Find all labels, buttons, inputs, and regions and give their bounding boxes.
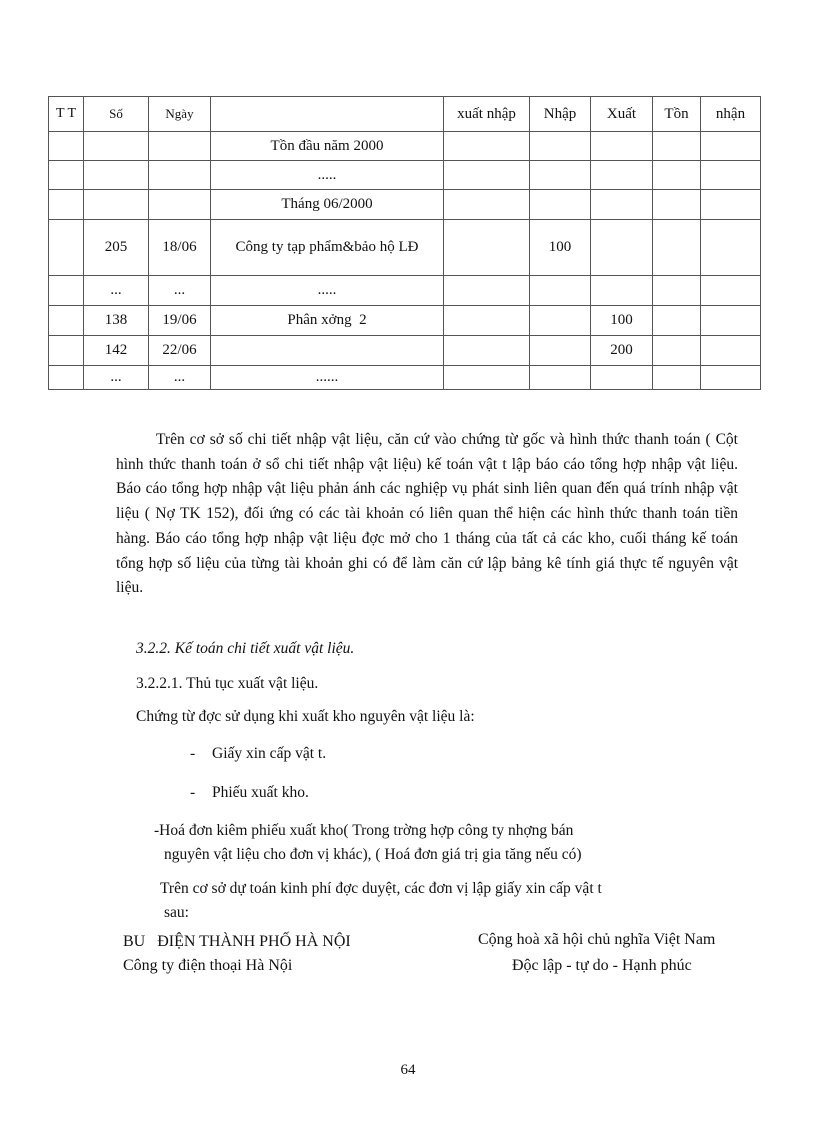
cell	[653, 161, 701, 190]
cell	[444, 220, 530, 276]
cell	[84, 190, 149, 220]
bullet-text: Hoá đơn kiêm phiếu xuất kho( Trong trờng hợp công ty nhợng bán	[159, 822, 574, 839]
cell: Công ty tạp phẩm&bảo hộ LĐ	[211, 220, 444, 276]
section-heading: 3.2.2. Kế toán chi tiết xuất vật liệu.	[136, 640, 355, 657]
dash-icon: -	[190, 784, 196, 801]
cell	[49, 336, 84, 366]
cell	[530, 190, 591, 220]
bullet-item	[154, 822, 573, 840]
table-row	[49, 276, 761, 306]
table-row	[49, 190, 761, 220]
cell	[530, 276, 591, 306]
cell: .....	[211, 276, 444, 306]
cell: .....	[211, 161, 444, 190]
cell: Tồn đầu năm 2000	[211, 132, 444, 161]
cell	[444, 306, 530, 336]
cell	[49, 306, 84, 336]
bullet-item	[190, 745, 326, 763]
cell: 18/06	[149, 220, 211, 276]
cell	[444, 276, 530, 306]
cell	[530, 366, 591, 390]
bullet-text: Giấy xin cấp vật t.	[212, 745, 327, 762]
cell: ...	[149, 366, 211, 390]
cell	[701, 306, 761, 336]
cell	[149, 132, 211, 161]
cell	[49, 276, 84, 306]
cell	[591, 366, 653, 390]
cell: ......	[211, 366, 444, 390]
body-line: Trên cơ sở dự toán kinh phí đợc duyệt, các đơn vị lập giấy xin cấp vật t	[160, 880, 602, 897]
table-row	[49, 306, 761, 336]
sub-heading: 3.2.2.1. Thủ tục xuất vật liệu.	[136, 675, 319, 692]
cell	[84, 161, 149, 190]
body-line: sau:	[164, 904, 189, 921]
col-header-ngay: Ngày	[149, 97, 211, 132]
cell	[49, 190, 84, 220]
col-header-nhap: Nhập	[530, 97, 591, 132]
table-row	[49, 336, 761, 366]
cell	[444, 336, 530, 366]
cell	[49, 366, 84, 390]
cell	[149, 190, 211, 220]
cell	[530, 336, 591, 366]
col-header-so: Số	[84, 97, 149, 132]
cell: Phân xởng 2	[211, 306, 444, 336]
cell: 100	[530, 220, 591, 276]
page-number: 64	[400, 1062, 416, 1078]
cell: 200	[591, 336, 653, 366]
cell	[591, 190, 653, 220]
cell	[653, 190, 701, 220]
cell	[701, 220, 761, 276]
cell	[701, 190, 761, 220]
col-header-xuat: Xuất	[591, 97, 653, 132]
cell: ...	[84, 366, 149, 390]
body-paragraph: Trên cơ sở số chi tiết nhập vật liệu, căn cứ vào chứng từ gốc và hình thức thanh toán ( Cột hình thức thanh toán ở sổ chi tiết nhập vật liệu) kế toán vật t lập báo cáo tổng hợp nhập vật liệu. Báo cáo tổng hợp nhập vật liệu phản ánh các nghiệp vụ phát sinh liên quan đến quá trính nhập vật liệu ( Nợ TK 152), đối ứng có các tài khoản có liên quan thể hiện các hình thức thanh toán tiền hàng. Báo cáo tổng hợp nhập vật liệu đợc mở cho 1 tháng của tất cả các kho, cuối tháng kế toán tổng hợp số liệu của từng tài khoản ghi có để làm căn cứ lập bảng kê tính giá thực tế nguyên vật liệu.	[116, 431, 738, 597]
cell	[49, 161, 84, 190]
cell: ...	[84, 276, 149, 306]
org-name: BU ĐIỆN THÀNH PHỐ HÀ NỘI	[123, 933, 351, 950]
cell	[211, 336, 444, 366]
bullet-item	[190, 784, 309, 802]
cell	[444, 190, 530, 220]
col-header-tt: T T	[49, 97, 84, 132]
cell	[653, 366, 701, 390]
cell	[149, 161, 211, 190]
col-header-xuat-nhap: xuất nhập	[444, 97, 530, 132]
dash-icon: -	[154, 822, 160, 839]
ledger-table	[48, 96, 761, 390]
cell: 100	[591, 306, 653, 336]
cell	[653, 132, 701, 161]
cell	[653, 276, 701, 306]
cell	[84, 132, 149, 161]
cell: 142	[84, 336, 149, 366]
docs-intro: Chứng từ đợc sử dụng khi xuất kho nguyên vật liệu là:	[136, 708, 475, 725]
bullet-text: Phiếu xuất kho.	[212, 784, 309, 801]
cell	[701, 366, 761, 390]
cell: 205	[84, 220, 149, 276]
table-row	[49, 366, 761, 390]
bullet-continuation: nguyên vật liệu cho đơn vị khác), ( Hoá đơn giá trị gia tăng nếu có)	[164, 846, 582, 863]
table-row	[49, 220, 761, 276]
cell	[591, 161, 653, 190]
cell	[49, 220, 84, 276]
cell	[591, 276, 653, 306]
national-motto: Độc lập - tự do - Hạnh phúc	[512, 957, 692, 974]
dash-icon: -	[190, 745, 196, 762]
cell	[530, 161, 591, 190]
cell	[653, 306, 701, 336]
cell: 22/06	[149, 336, 211, 366]
cell	[591, 220, 653, 276]
col-header-nhan: nhận	[701, 97, 761, 132]
cell: Tháng 06/2000	[211, 190, 444, 220]
table-header-row	[49, 97, 761, 132]
cell	[444, 161, 530, 190]
cell	[701, 132, 761, 161]
col-header-dien-giai	[211, 97, 444, 132]
org-subname: Công ty điện thoại Hà Nội	[123, 957, 293, 974]
cell	[49, 132, 84, 161]
cell	[653, 220, 701, 276]
cell	[444, 132, 530, 161]
cell: 19/06	[149, 306, 211, 336]
cell	[653, 336, 701, 366]
cell	[530, 306, 591, 336]
cell	[530, 132, 591, 161]
table-row	[49, 161, 761, 190]
cell	[701, 336, 761, 366]
cell: ...	[149, 276, 211, 306]
table-row	[49, 132, 761, 161]
cell	[444, 366, 530, 390]
cell	[701, 276, 761, 306]
col-header-ton: Tồn	[653, 97, 701, 132]
cell: 138	[84, 306, 149, 336]
cell	[701, 161, 761, 190]
cell	[591, 132, 653, 161]
national-title: Cộng hoà xã hội chủ nghĩa Việt Nam	[478, 931, 716, 948]
